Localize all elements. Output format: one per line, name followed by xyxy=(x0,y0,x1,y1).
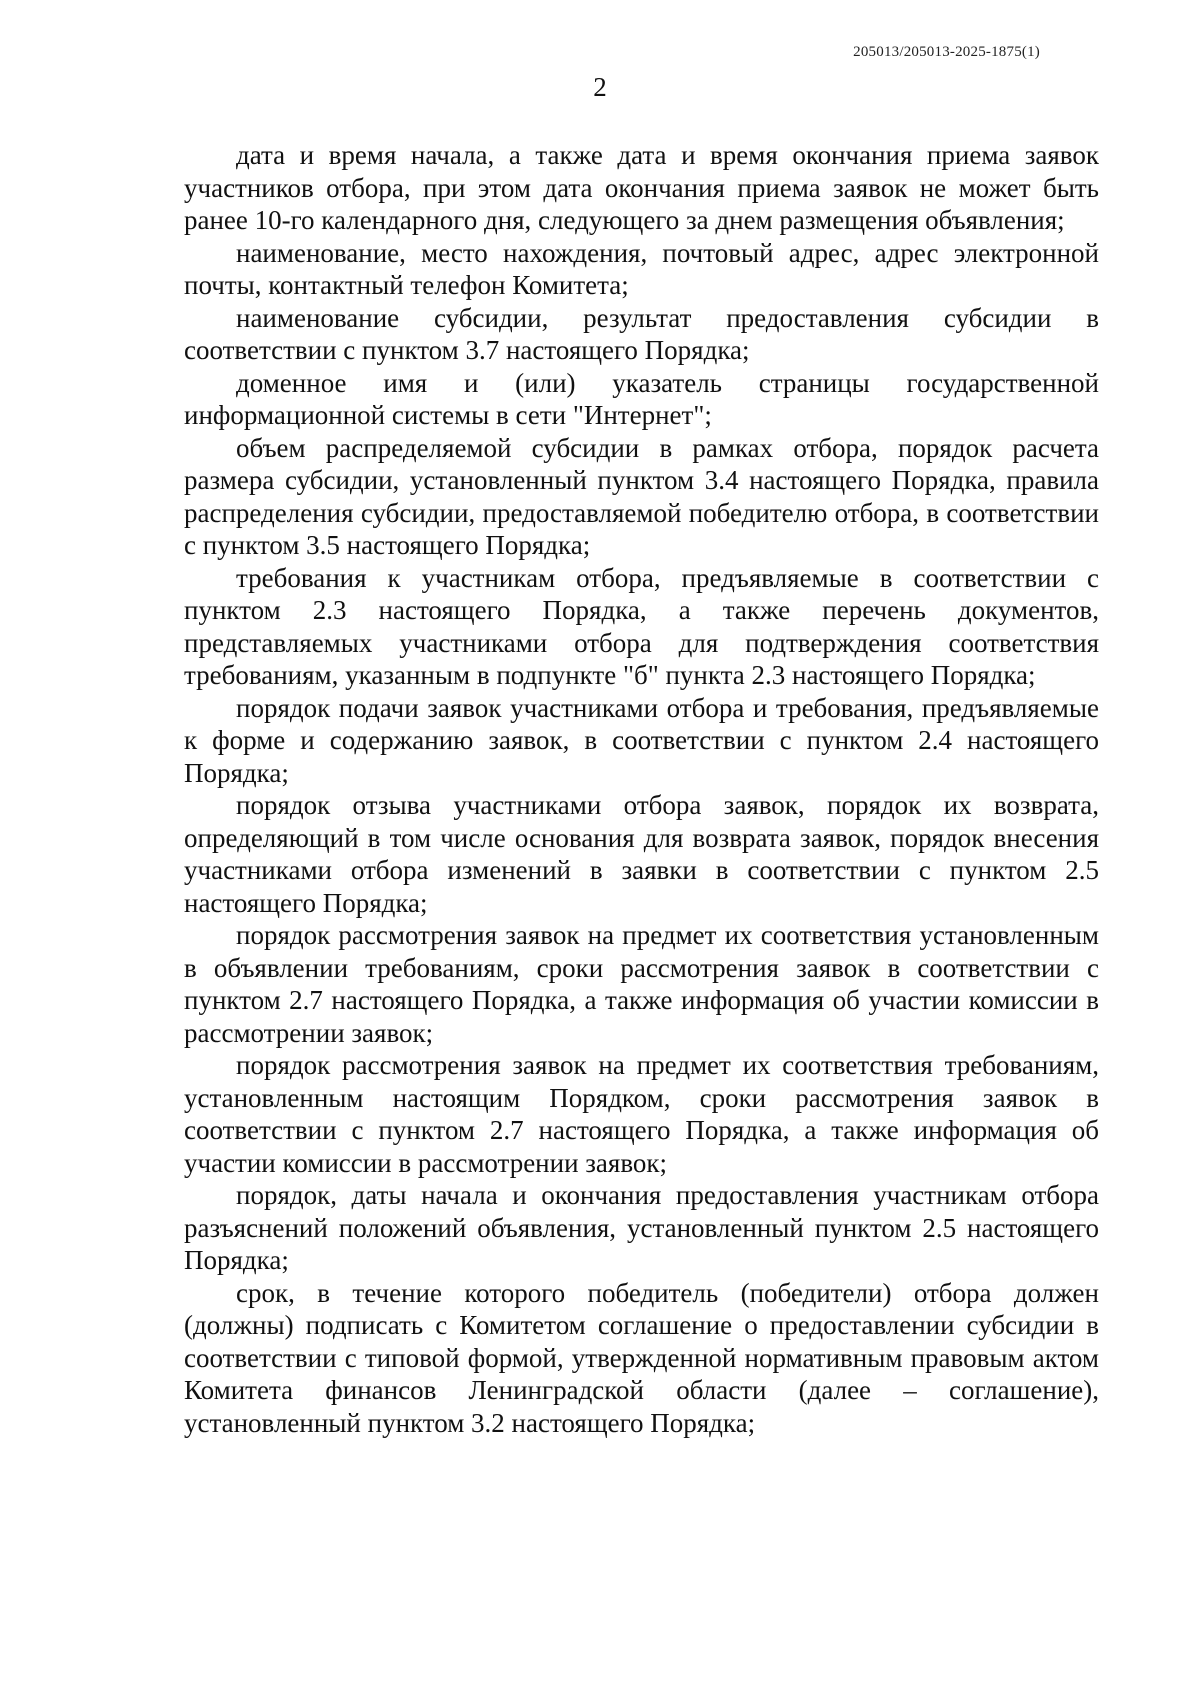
paragraph-review-announcement-requirements: порядок рассмотрения заявок на предмет их соответствия установленным в объявлении требованиям, сроки рассмотрения заявок в соответствии с пунктом 2.7 настоящего Порядка, а также информация об участии комиссии в рассмотрении заявок; xyxy=(184,920,1099,1048)
paragraph-subsidy-name: наименование субсидии, результат предоставления субсидии в соответствии с пунктом 3.7 настоящего Порядка; xyxy=(184,302,1099,365)
paragraph-agreement-deadline: срок, в течение которого победитель (победители) отбора должен (должны) подписать с Комитетом соглашение о предоставлении субсидии в соответствии с типовой формой, утвержденной нормативным правовым актом Комитета финансов Ленинградской области (далее – соглашение), установленный пунктом 3.2 настоящего Порядка; xyxy=(184,1277,1099,1438)
document-registration-number: 205013/205013-2025-1875(1) xyxy=(853,44,1040,60)
paragraph-domain-name: доменное имя и (или) указатель страницы государственной информационной системы в сети "Интернет"; xyxy=(184,367,1099,430)
paragraph-review-procedure-requirements: порядок рассмотрения заявок на предмет их соответствия требованиям, установленным настоящим Порядком, сроки рассмотрения заявок в соответствии с пунктом 2.7 настоящего Порядка, а также информация об участии комиссии в рассмотрении заявок; xyxy=(184,1050,1099,1178)
document-body xyxy=(184,139,1099,1439)
paragraph-application-withdrawal: порядок отзыва участниками отбора заявок, порядок их возврата, определяющий в том числе основания для возврата заявок, порядок внесения участниками отбора изменений в заявки в соответствии с пунктом 2.5 настоящего Порядка; xyxy=(184,790,1099,918)
paragraph-participant-requirements: требования к участникам отбора, предъявляемые в соответствии с пунктом 2.3 настоящего Порядка, а также перечень документов, представляемых участниками отбора для подтверждения соответствия требованиям, указанным в подпункте "б" пункта 2.3 настоящего Порядка; xyxy=(184,562,1099,690)
paragraph-committee-contacts: наименование, место нахождения, почтовый адрес, адрес электронной почты, контактный телефон Комитета; xyxy=(184,237,1099,300)
paragraph-clarifications: порядок, даты начала и окончания предоставления участникам отбора разъяснений положений объявления, установленный пунктом 2.5 настоящего Порядка; xyxy=(184,1180,1099,1275)
paragraph-application-submission: порядок подачи заявок участниками отбора и требования, предъявляемые к форме и содержанию заявок, в соответствии с пунктом 2.4 настоящего Порядка; xyxy=(184,692,1099,788)
paragraph-subsidy-volume: объем распределяемой субсидии в рамках отбора, порядок расчета размера субсидии, установленный пунктом 3.4 настоящего Порядка, правила распределения субсидии, предоставляемой победителю отбора, в соответствии с пунктом 3.5 настоящего Порядка; xyxy=(184,432,1099,560)
page-number: 2 xyxy=(593,72,607,102)
paragraph-application-dates: дата и время начала, а также дата и время окончания приема заявок участников отбора, при этом дата окончания приема заявок не может быть ранее 10-го календарного дня, следующего за днем размещения объявления; xyxy=(184,140,1099,235)
